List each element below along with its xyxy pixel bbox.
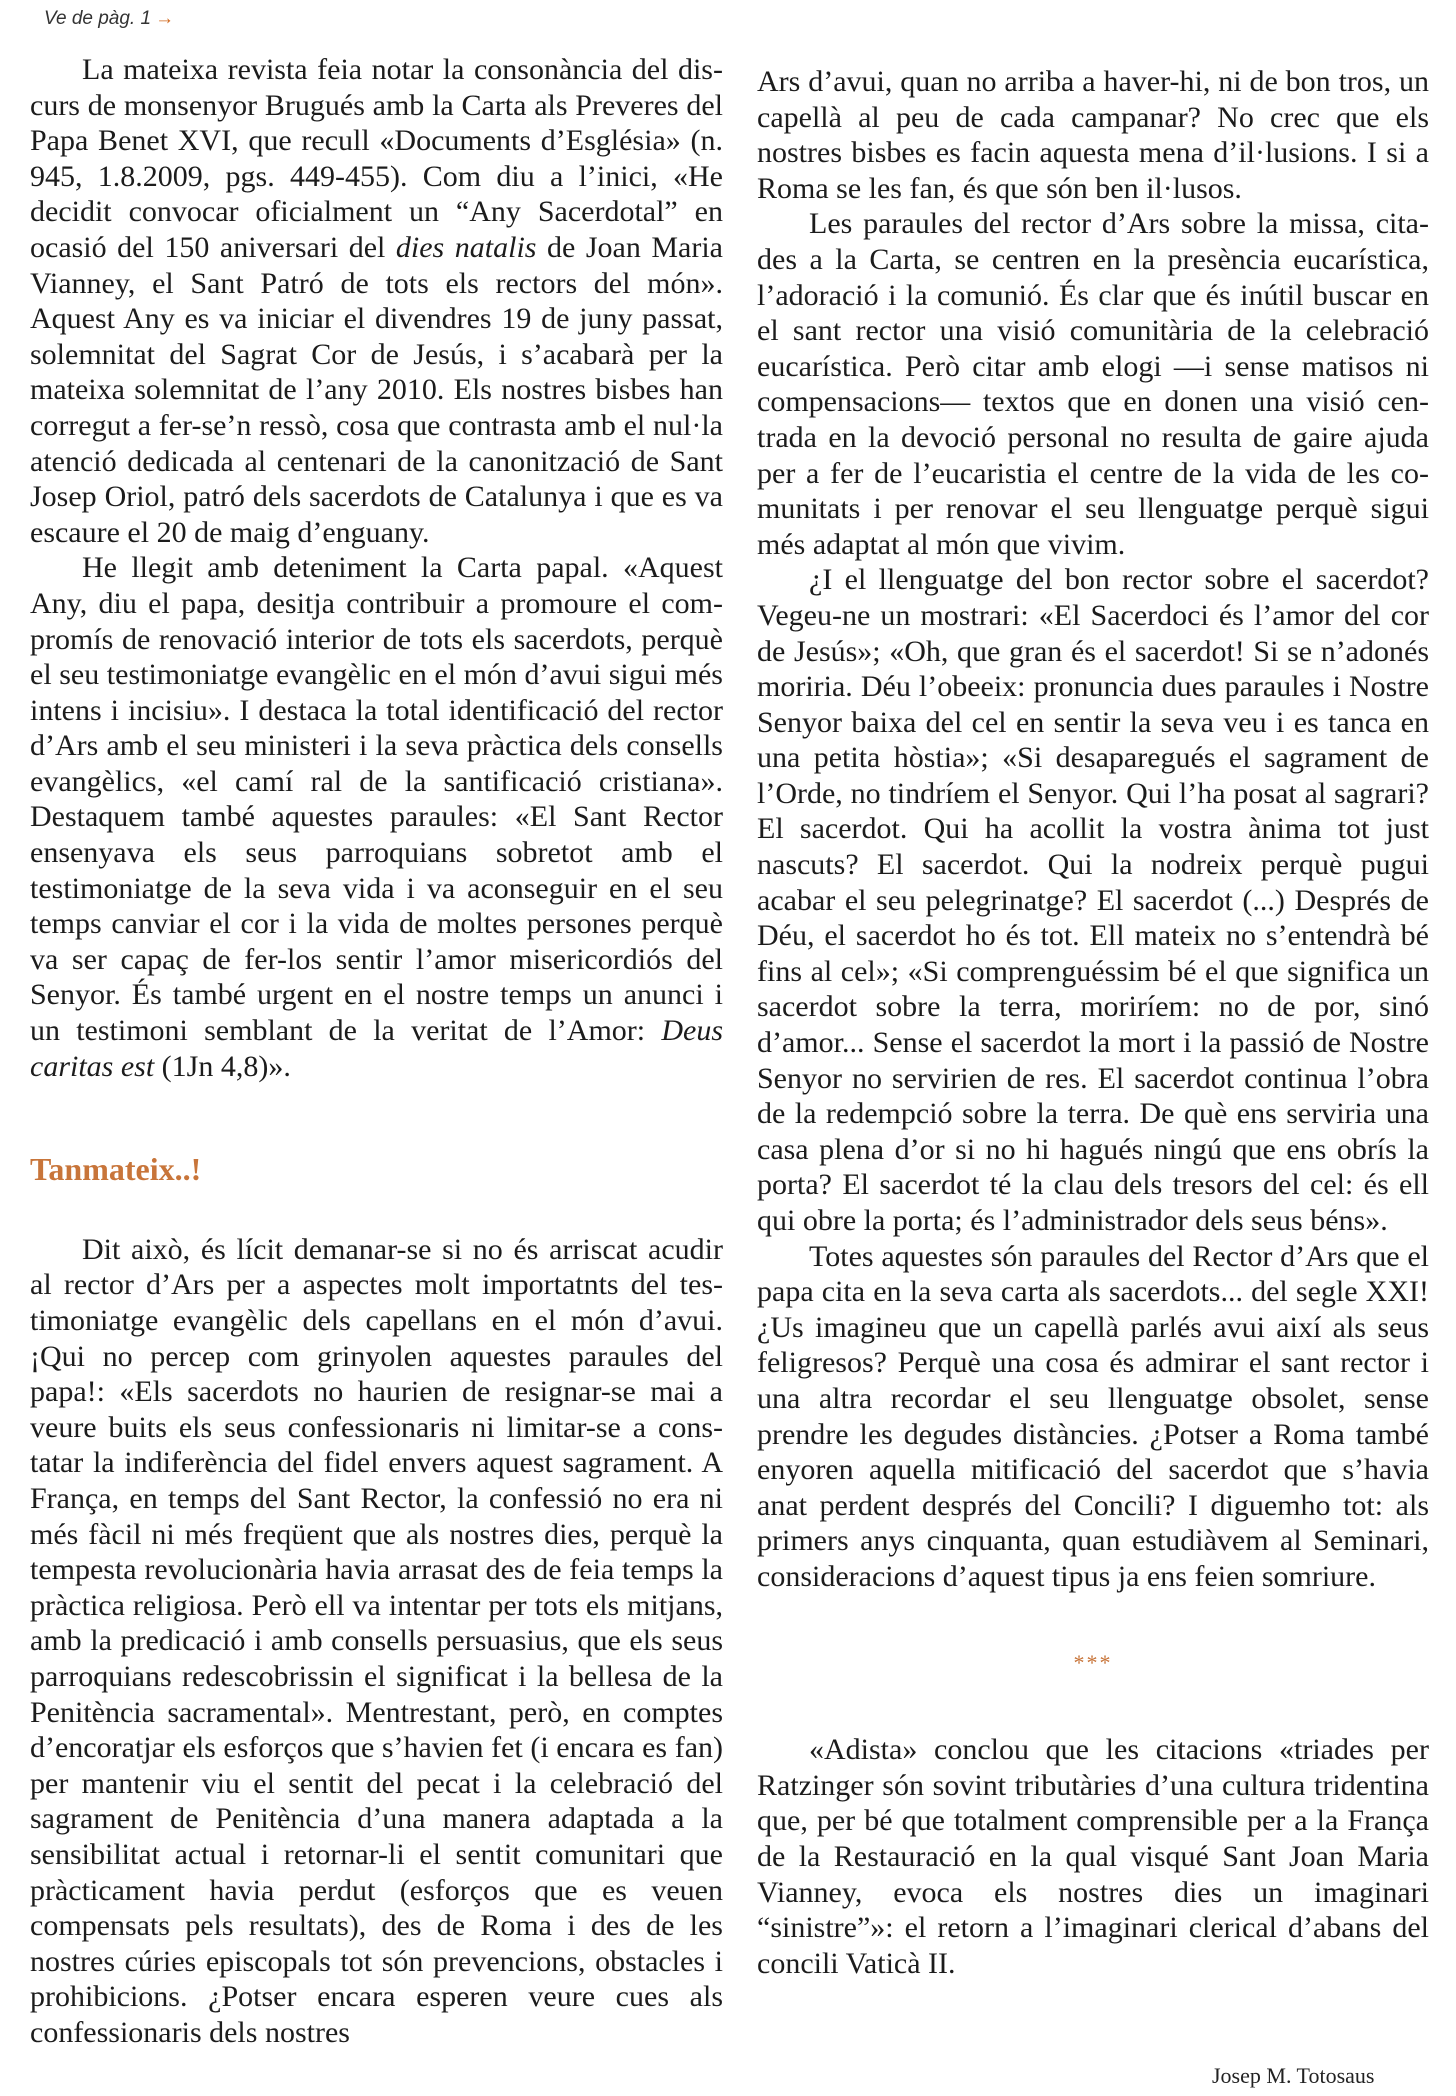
author-signature: Josep M. Totosaus [1212,2063,1375,2088]
page-continuation-ref [44,8,174,30]
right-column [757,64,1429,1981]
arrow-right-icon: → [155,8,175,29]
paragraph: Ars d’avui, quan no arriba a haver-hi, ni de bon tros, un capellà al peu de cada campanar? No crec que els nostres bisbes es facin aquesta mena d’il·lusions. I si a Roma se les fan, és que són ben il·lusos. [757,65,1429,205]
paragraph: Totes aquestes són paraules del Rector d’Ars que el papa cita en la seva carta als sacerdots... del segle XXI! ¿Us imagineu que un capellà parlés avui així als seus feligresos? Perquè una cosa és admirar el sant rector i una altra recordar el seu llenguatge obsolet, sense prendre les degudes distàncies. ¿Potser a Roma també enyoren aquella mitificació del sacerdot que s’havia anat perdent després del Concili? I diguemho tot: als primers anys cinquanta, quan estudiàvem al Seminari, consideracions d’aquest tipus ja ens feien somriure. [757,1239,1429,1593]
paragraph: ¿I el llenguatge del bon rector sobre el sacerdot? Vegeu-ne un mostrari: «El Sacerdoci és l’amor del cor de Jesús»; «Oh, que gran és el sacerdot! Si se n’adonés moriria. Déu l’obeeix: pronuncia dues paraules i Nostre Senyor baixa del cel en sentir la seva veu i es tanca en una petita hòstia»; «Si desaparegués el sagrament de l’Orde, no tindríem el Senyor. Qui l’ha posat al sagrari? El sacerdot. Qui ha acollit la vostra ànima tot just nascuts? El sacerdot. Qui la nodreix perquè pugui acabar el seu pelegrinatge? El sacerdot (...) Després de Déu, el sacerdot ho és tot. Ell mateix no s’entendrà bé fins al cel»; «Si comprenguéssim bé el que significa un sacerdot sobre la terra, moriríem: no de por, sinó d’amor... Sense el sacerdot la mort i la passió de Nostre Senyor no servirien de res. El sacerdot continua l’obra de la redempció sobre la terra. De què ens serviria una casa plena d’or si no hi hagués ningú que ens obrís la porta? El sacerdot té la clau dels tresors del cel: és ell qui obre la porta; és l’administrador dels seus béns». [757,563,1429,1237]
paragraph: «Adista» conclou que les citacions «triades per Ratzinger són sovint tributàries d’una cultura tridentina que, per bé que totalment comprensible per a la França de la Restauració en la qual visqué Sant Joan Maria Vianney, evoca els nostres dies un imaginari “sinistre”»: el retorn a l’imaginari clerical d’abans del concili Vaticà II. [757,1733,1429,1980]
paragraph-text: He llegit amb deteniment la Carta papal. «Aquest Any, diu el papa, desitja contribuir a promoure el compromís de renovació interior de tots els sacerdots, perquè el seu testimoniatge evangèlic en el món d’avui sigui més intens i incisiu». I destaca la total identificació del rector d’Ars amb el seu ministeri i la seva pràctica dels consells evangèlics, «el camí ral de la santificació cristiana». Destaquem també aquestes paraules: «El Sant Rector ensenyava els seus parroquians sobretot amb el testimoniatge de la seva vida i va aconseguir en el seu temps canviar el cor i la vida de moltes persones perquè va ser capaç de fer-los sentir l’amor misericordiós del Senyor. És també urgent en el nostre temps un anunci i un testimoni semblant de la veritat de l’Amor: [30,551,723,1048]
section-separator: *** [1073,1649,1113,1675]
paragraph-text: La mateixa revista feia notar la consonància del discurs de monsenyor Brugués amb la Carta als Preveres del Papa Benet XVI, que recull «Documents d’Església» (n. 945, 1.8.2009, pgs. 449-455). Com diu a l’inici, «He decidit convocar oficialment un “Any Sacerdotal” en ocasió del 150 aniversari del [30,53,723,264]
paragraph: Dit això, és lícit demanar-se si no és arriscat acudir al rector d’Ars per a aspectes molt importatnts del testimoniatge evangèlic dels capellans en el món d’avui. ¡Qui no percep com grinyolen aquestes paraules del papa!: «Els sacerdots no haurien de resignar-se mai a veure buits els seus confessionaris ni limitar-se a constatar la indiferència del fidel envers aquest sagrament. A França, en temps del Sant Rector, la confessió no era ni més fàcil ni més freqüent que als nostres dies, perquè la tempesta revolucionària havia arrasat des de feia temps la pràctica religiosa. Però ell va intentar per tots els mitjans, amb la predicació i amb consells persuasius, que els seus parroquians redescobrissin el significat i la bellesa de la Penitència sacramental». Mentrestant, però, en comptes d’encoratjar els esforços que s’havien fet (i encara es fan) per mantenir viu el sentit del pecat i la celebració del sagrament de Penitència d’una manera adaptada a la sensibilitat actual i retornar-li el sentit comunitari que pràcticament havia perdut (esforços que es veuen compensats pels resultats), des de Roma i des de les nostres cúries episcopals tot són prevencions, obstacles i prohibicions. ¿Potser encara esperen veure cues als confessionaris dels nostres [30,1232,723,2049]
paragraph: Les paraules del rector d’Ars sobre la missa, citades a la Carta, se centren en la presència eucarística, l’adoració i la comunió. És clar que és inútil buscar en el sant rector una visió comunitària de la celebració eucarística. Però citar amb elogi —i sense matisos ni compensacions— textos que en donen una visió centrada en la devoció personal no resulta de gaire ajuda per a fer de l’eucaristia el centre de la vida de les comunitats i per renovar el seu llenguatge perquè sigui més adaptat al món que vivim. [757,207,1429,561]
page-ref-text: Ve de pàg. 1 [44,8,152,29]
left-column [30,52,723,2050]
paragraph-text: (1Jn 4,8)». [154,1049,291,1083]
paragraph [30,550,723,1084]
italic-term: Deus caritas est [30,1014,723,1083]
paragraph-text: de Joan Maria Vianney, el Sant Patró de tots els rectors del món». Aquest Any es va iniciar el divendres 19 de juny passat, solemnitat del Sagrat Cor de Jesús, i s’acabarà per la mateixa solemnitat de l’any 2010. Els nostres bisbes han corregut a fer-se’n ressò, cosa que contrasta amb el nul·la atenció dedicada al centenari de la canonització de Sant Josep Oriol, patró dels sacerdots de Catalunya i que es va escaure el 20 de maig d’enguany. [30,230,723,549]
italic-term: dies natalis [395,230,537,264]
paragraph [30,52,723,550]
section-heading: Tanmateix..! [30,1151,202,1188]
